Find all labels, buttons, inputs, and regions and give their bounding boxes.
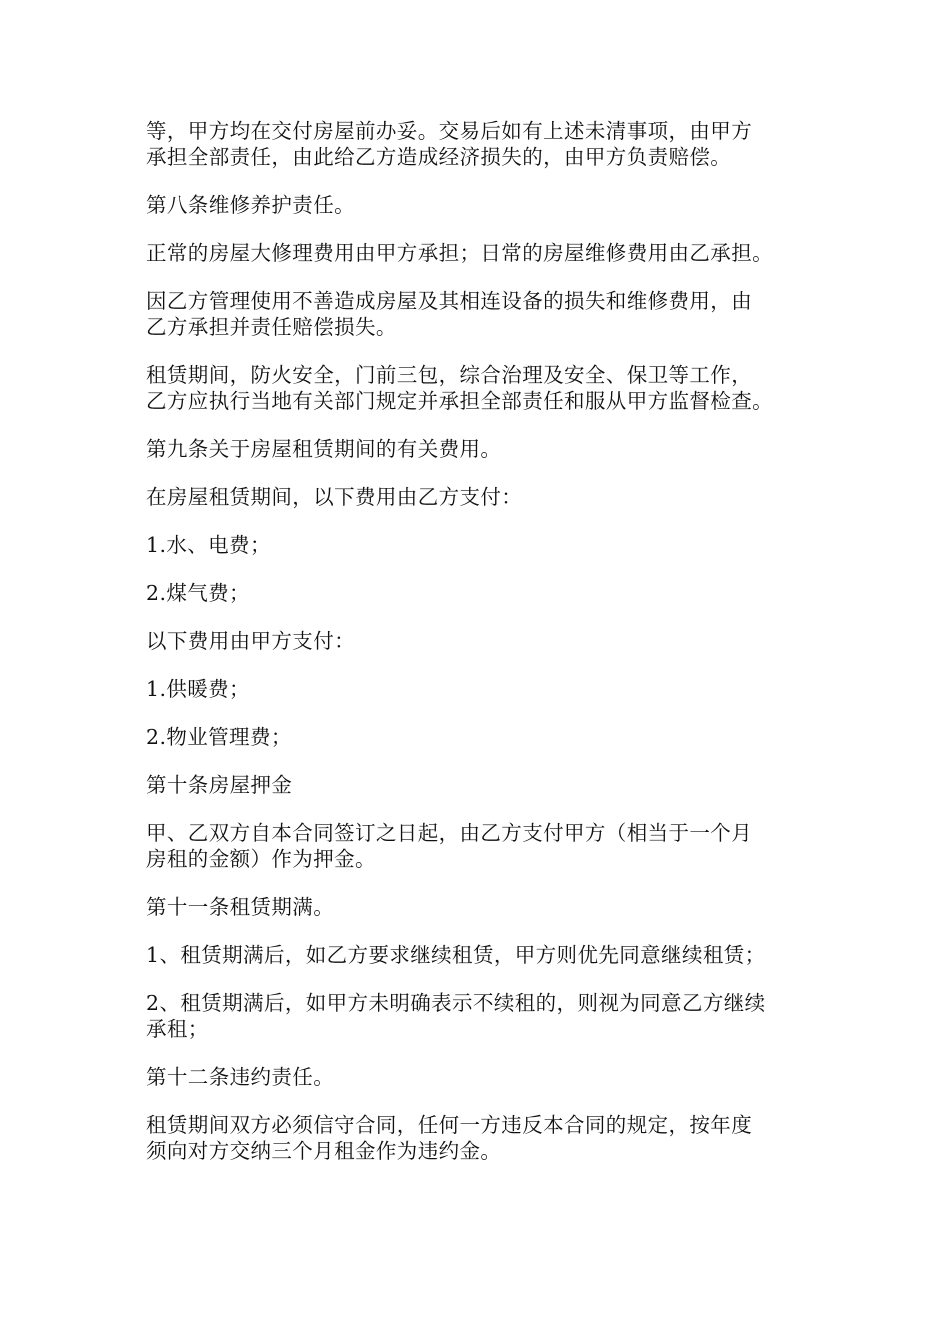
text-line: 在房屋租赁期间，以下费用由乙方支付： [146, 485, 523, 509]
text-line: 乙方应执行当地有关部门规定并承担全部责任和服从甲方监督检查。 [146, 389, 773, 413]
article-12-heading [146, 1064, 811, 1090]
text-line: 第八条维修养护责任。 [146, 193, 355, 217]
list-item-lease-renewal-priority [146, 942, 811, 968]
paragraph-safety-duties [146, 362, 811, 414]
text-line: 承租； [146, 1017, 209, 1041]
text-line: 第十条房屋押金 [146, 773, 293, 797]
paragraph-breach-penalty [146, 1112, 811, 1164]
text-line: 2.物业管理费； [146, 725, 292, 749]
list-item-water-electricity [146, 532, 811, 558]
paragraph-landlord-pays-intro [146, 628, 811, 654]
text-line: 因乙方管理使用不善造成房屋及其相连设备的损失和维修费用，由 [146, 289, 753, 313]
text-line: 2.煤气费； [146, 581, 250, 605]
text-line: 须向对方交纳三个月租金作为违约金。 [146, 1139, 502, 1163]
text-line: 租赁期间双方必须信守合同，任何一方违反本合同的规定，按年度 [146, 1113, 753, 1137]
article-8-heading [146, 192, 811, 218]
text-line: 承担全部责任，由此给乙方造成经济损失的，由甲方负责赔偿。 [146, 145, 732, 169]
paragraph-damage-liability [146, 288, 811, 340]
article-9-heading [146, 436, 811, 462]
document-body [146, 118, 811, 1186]
text-line: 1.供暖费； [146, 677, 250, 701]
paragraph-tenant-pays-intro [146, 484, 811, 510]
paragraph-repair-costs [146, 240, 811, 266]
list-item-heating [146, 676, 811, 702]
text-line: 乙方承担并责任赔偿损失。 [146, 315, 397, 339]
text-line: 房租的金额）作为押金。 [146, 847, 376, 871]
list-item-gas [146, 580, 811, 606]
list-item-lease-auto-continue [146, 990, 811, 1042]
text-line: 第十一条租赁期满。 [146, 895, 335, 919]
text-line: 1、租赁期满后，如乙方要求继续租赁，甲方则优先同意继续租赁； [146, 943, 766, 967]
text-line: 第十二条违约责任。 [146, 1065, 335, 1089]
text-line: 第九条关于房屋租赁期间的有关费用。 [146, 437, 502, 461]
text-line: 1.水、电费； [146, 533, 271, 557]
paragraph-preceding-continuation [146, 118, 811, 170]
article-11-heading [146, 894, 811, 920]
list-item-property-management [146, 724, 811, 750]
text-line: 2、租赁期满后，如甲方未明确表示不续租的，则视为同意乙方继续 [146, 991, 766, 1015]
text-line: 正常的房屋大修理费用由甲方承担；日常的房屋维修费用由乙承担。 [146, 241, 773, 265]
text-line: 等，甲方均在交付房屋前办妥。交易后如有上述未清事项，由甲方 [146, 119, 753, 143]
text-line: 甲、乙双方自本合同签订之日起，由乙方支付甲方（相当于一个月 [146, 821, 753, 845]
text-line: 租赁期间，防火安全，门前三包，综合治理及安全、保卫等工作， [146, 363, 753, 387]
text-line: 以下费用由甲方支付： [146, 629, 355, 653]
paragraph-deposit [146, 820, 811, 872]
article-10-heading [146, 772, 811, 798]
